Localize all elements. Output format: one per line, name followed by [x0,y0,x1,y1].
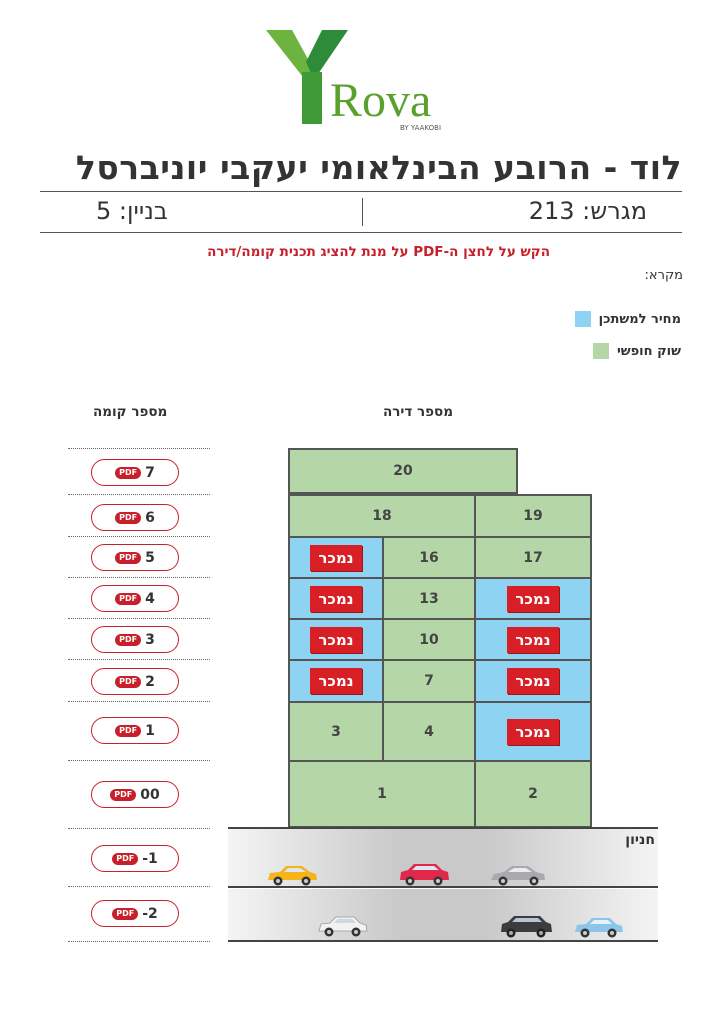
floor-divider [68,536,210,537]
floor-pdf-button-3[interactable] [91,626,179,653]
car-icon [316,913,370,939]
unit-18[interactable] [288,494,476,538]
legend-swatch-green [593,343,609,359]
floor-column-header: מספר קומה [93,404,168,420]
header-bottom-divider [40,232,682,233]
floor-number: 4 [145,590,155,607]
unit-number: 19 [523,508,543,524]
floor-pdf-button-5[interactable] [91,544,179,571]
legend-swatch-blue [575,311,591,327]
floor-divider [68,941,210,942]
car-icon [264,862,320,888]
floor-pdf-button-6[interactable] [91,504,179,531]
unit-number: 7 [424,673,434,689]
floor-divider [68,659,210,660]
parking-divider [228,827,658,829]
floor-number: 2 [145,673,155,690]
legend-item-free-market [593,343,681,359]
unit-16[interactable] [382,536,476,579]
unit-number: 17 [523,549,543,566]
unit-number: 2 [528,786,538,802]
floor-pdf-button-2[interactable] [91,668,179,695]
floor-number: 00 [140,786,160,803]
unit-number: 18 [372,508,392,524]
unit-7[interactable] [382,659,476,703]
header-vertical-divider [362,198,363,226]
sold-label: נמכר [310,545,361,571]
pdf-icon: PDF [115,552,141,564]
floor-divider [68,828,210,829]
floor-number: -2 [142,905,158,922]
page-title: לוד - הרובע הבינלאומי יעקבי יוניברסל [75,148,682,187]
unit-13[interactable] [382,577,476,620]
car-icon [572,914,626,940]
floor-number: 6 [145,509,155,526]
pdf-icon: PDF [115,467,141,479]
pdf-icon: PDF [115,634,141,646]
unit-sold[interactable] [288,536,384,579]
parking-divider [228,940,658,942]
legend-label: מחיר למשתכן [598,311,681,327]
logo [262,28,462,138]
unit-sold[interactable] [474,577,592,620]
unit-20[interactable] [288,448,518,494]
sold-label: נמכר [310,668,361,694]
logo-text: Rova [330,74,432,127]
floor-pdf-button-00[interactable] [91,781,179,808]
unit-10[interactable] [382,618,476,661]
pdf-icon: PDF [115,512,141,524]
unit-number: 13 [419,590,439,607]
unit-sold[interactable] [288,618,384,661]
pdf-icon: PDF [112,853,138,865]
floor-divider [68,701,210,702]
legend-item-subsidized [575,311,681,327]
floor-divider [68,494,210,495]
car-icon [498,912,554,940]
pdf-icon: PDF [110,789,136,801]
unit-number: 4 [424,723,434,740]
floor-divider [68,760,210,761]
instructions-text: הקש על לחצן ה-PDF על מנת להציג תכנית קומה/דירה [207,244,550,260]
parking-label: חניון [625,832,655,848]
floor-number: 7 [145,464,155,481]
apartment-column-header: מספר דירה [383,404,453,420]
plot-number: מגרש: 213 [528,197,647,225]
floor-pdf-button-1[interactable] [91,717,179,744]
logo-subtext: BY YAAKOBI [400,124,442,132]
header-divider [40,191,682,192]
pdf-icon: PDF [115,725,141,737]
floor-divider [68,448,210,449]
unit-sold[interactable] [474,659,592,703]
unit-number: 3 [331,723,341,740]
unit-19[interactable] [474,494,592,538]
pdf-icon: PDF [115,593,141,605]
unit-number: 10 [419,631,439,648]
sold-label: נמכר [507,719,558,745]
floor-divider [68,577,210,578]
unit-number: 16 [419,549,439,566]
unit-2[interactable] [474,760,592,828]
building-number: בניין: 5 [96,197,168,225]
unit-sold[interactable] [288,577,384,620]
sold-label: נמכר [310,627,361,653]
car-icon [488,862,548,888]
floor-number: 3 [145,631,155,648]
yrova-logo-icon [262,28,462,138]
car-icon [396,860,452,888]
pdf-icon: PDF [112,908,138,920]
sold-label: נמכר [507,586,558,612]
floor-divider [68,618,210,619]
sold-label: נמכר [310,586,361,612]
unit-sold[interactable] [474,618,592,661]
unit-1[interactable] [288,760,476,828]
floor-pdf-button-minus1[interactable] [91,845,179,872]
legend-title: מקרא: [644,268,683,283]
unit-4[interactable] [382,701,476,762]
pdf-icon: PDF [115,676,141,688]
floor-number: -1 [142,850,158,867]
unit-17[interactable] [474,536,592,579]
floor-pdf-button-minus2[interactable] [91,900,179,927]
floor-number: 5 [145,549,155,566]
legend-label: שוק חופשי [616,343,681,359]
unit-3[interactable] [288,701,384,762]
unit-sold[interactable] [474,701,592,762]
unit-number: 1 [377,786,387,802]
sold-label: נמכר [507,627,558,653]
floor-divider [68,886,210,887]
unit-number: 20 [393,463,413,479]
floor-pdf-button-4[interactable] [91,585,179,612]
floor-number: 1 [145,722,155,739]
unit-sold[interactable] [288,659,384,703]
floor-pdf-button-7[interactable] [91,459,179,486]
sold-label: נמכר [507,668,558,694]
